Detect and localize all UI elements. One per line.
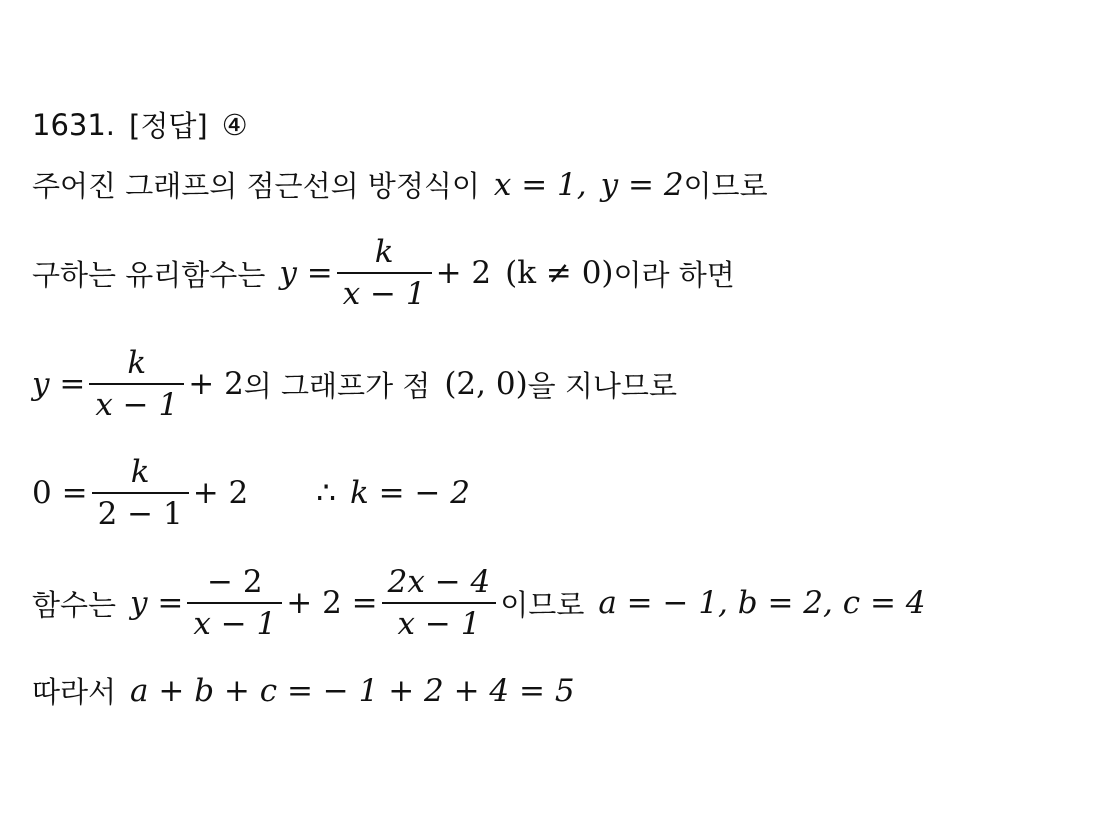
answer-header: [32, 104, 248, 145]
fraction-k-over-2-minus-1: [92, 452, 189, 534]
fraction-minus-2-over-x-minus-1: [187, 562, 282, 644]
fraction-numerator: k: [374, 234, 394, 270]
line3-tail2: 을 지나므로: [527, 368, 677, 403]
fraction-denominator: 2 − 1: [97, 496, 183, 532]
asymptote-horizontal: y = 2: [600, 166, 684, 203]
line3-lhs: y =: [32, 366, 86, 402]
line1-tail: 이므로: [683, 169, 768, 203]
line1-text: 주어진 그래프의 점근선의 방정식이: [32, 169, 480, 203]
line2-tail: 이라 하면: [613, 257, 735, 292]
line2-condition: (k ≠ 0): [505, 255, 614, 291]
fraction-denominator: x − 1: [342, 276, 426, 312]
solution-line-5: [32, 562, 926, 644]
fraction-numerator: 2x − 4: [387, 564, 491, 600]
answer-choice: ④: [221, 107, 248, 142]
fraction-2x-minus-4-over-x-minus-1: [382, 562, 497, 644]
line2-lhs: y =: [279, 255, 333, 291]
solution-line-6: [32, 670, 575, 711]
therefore-symbol: ∴: [316, 475, 336, 511]
asymptote-vertical: x = 1,: [493, 166, 587, 203]
k-result: k = − 2: [350, 475, 471, 511]
fraction-numerator: k: [127, 345, 147, 381]
answer-label: [정답]: [129, 109, 208, 143]
solution-line-4: [32, 452, 470, 534]
fraction-k-over-x-minus-1: [89, 343, 184, 425]
solution-line-1: [32, 164, 768, 205]
line4-rest: + 2: [192, 475, 249, 511]
problem-number: 1631.: [32, 107, 116, 142]
fraction-k-over-x-minus-1: [337, 232, 432, 314]
line4-lhs: 0 =: [32, 475, 88, 511]
line2-text: 구하는 유리함수는: [32, 257, 266, 292]
line5-lhs: y =: [130, 585, 184, 621]
line5-text: 함수는: [32, 587, 117, 622]
solution-line-2: [32, 232, 735, 314]
final-sum: a + b + c = − 1 + 2 + 4 = 5: [130, 672, 575, 709]
coefficient-values: a = − 1, b = 2, c = 4: [598, 585, 926, 621]
line2-rest: + 2: [435, 255, 492, 291]
solution-line-3: [32, 343, 677, 425]
point-coordinates: (2, 0): [444, 366, 528, 402]
line6-text: 따라서: [32, 675, 117, 709]
line5-mid: + 2 =: [286, 585, 378, 621]
line3-tail: 의 그래프가 점: [243, 368, 431, 403]
line5-tail: 이므로: [500, 587, 585, 622]
fraction-numerator: k: [130, 454, 150, 490]
fraction-numerator: − 2: [207, 564, 263, 600]
line3-rest: + 2: [188, 366, 244, 402]
fraction-denominator: x − 1: [397, 606, 481, 642]
fraction-denominator: x − 1: [193, 606, 277, 642]
fraction-denominator: x − 1: [95, 387, 179, 423]
